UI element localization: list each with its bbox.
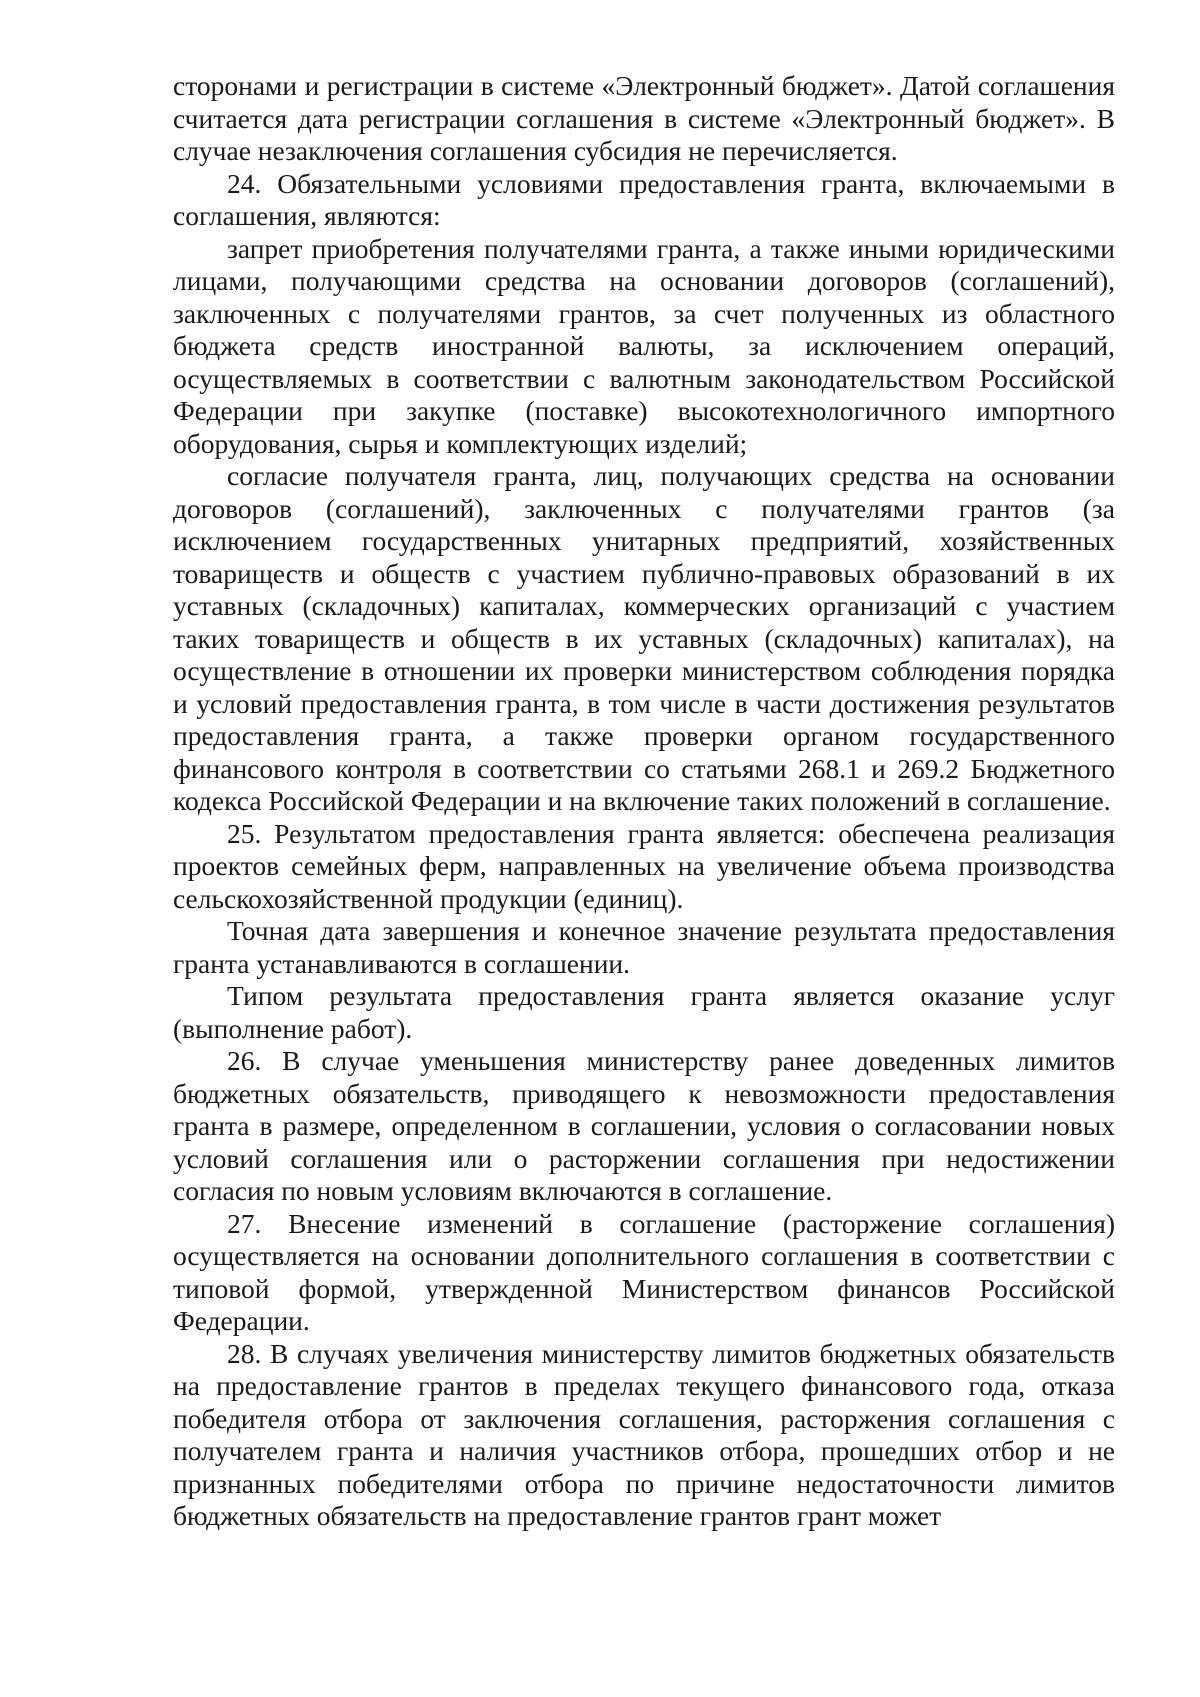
paragraph-currency-ban: запрет приобретения получателями гранта, а также иными юридическими лицами, получающими средства на основании договоров (соглашений), заключенных с получателями грантов, за счет полученных из областного бюджета средств иностранной валюты, за исключением операций, осуществляемых в соответствии с валютным законодательством Российской Федерации при закупке (поставке) высокотехнологичного импортного оборудования, сырья и комплектующих изделий; [173, 232, 1115, 459]
paragraph-continuation: сторонами и регистрации в системе «Электронный бюджет». Датой соглашения считается дата регистрации соглашения в системе «Электронный бюджет». В случае незаключения соглашения субсидия не перечисляется. [173, 70, 1115, 166]
paragraph-completion-date: Точная дата завершения и конечное значение результата предоставления гранта устанавливаются в соглашении. [173, 915, 1115, 979]
document-body [173, 70, 1115, 1533]
paragraph-item-26: 26. В случае уменьшения министерству ранее доведенных лимитов бюджетных обязательств, приводящего к невозможности предоставления гранта в размере, определенном в соглашении, условия о согласовании новых условий соглашения или о расторжении соглашения при недостижении согласия по новым условиям включаются в соглашение. [173, 1045, 1115, 1206]
paragraph-item-27: 27. Внесение изменений в соглашение (расторжение соглашения) осуществляется на основании дополнительного соглашения в соответствии с типовой формой, утвержденной Министерством финансов Российской Федерации. [173, 1207, 1115, 1336]
paragraph-item-28: 28. В случаях увеличения министерству лимитов бюджетных обязательств на предоставление грантов в пределах текущего финансового года, отказа победителя отбора от заключения соглашения, расторжения соглашения с получателем гранта и наличия участников отбора, прошедших отбор и не признанных победителями отбора по причине недостаточности лимитов бюджетных обязательств на предоставление грантов грант может [173, 1337, 1115, 1531]
paragraph-inspection-consent: согласие получателя гранта, лиц, получающих средства на основании договоров (соглашений), заключенных с получателями грантов (за исключением государственных унитарных предприятий, хозяйственных товариществ и обществ с участием публично-правовых образований в их уставных (складочных) капиталах, коммерческих организаций с участием таких товариществ и обществ в их уставных (складочных) капиталах), на осуществление в отношении их проверки министерством соблюдения порядка и условий предоставления гранта, в том числе в части достижения результатов предоставления гранта, а также проверки органом государственного финансового контроля в соответствии со статьями 268.1 и 269.2 Бюджетного кодекса Российской Федерации и на включение таких положений в соглашение. [173, 460, 1115, 816]
paragraph-result-type: Типом результата предоставления гранта является оказание услуг (выполнение работ). [173, 980, 1115, 1044]
paragraph-item-25: 25. Результатом предоставления гранта является: обеспечена реализация проектов семейных ферм, направленных на увеличение объема производства сельскохозяйственной продукции (единиц). [173, 817, 1115, 914]
paragraph-item-24: 24. Обязательными условиями предоставления гранта, включаемыми в соглашения, являются: [173, 167, 1115, 231]
